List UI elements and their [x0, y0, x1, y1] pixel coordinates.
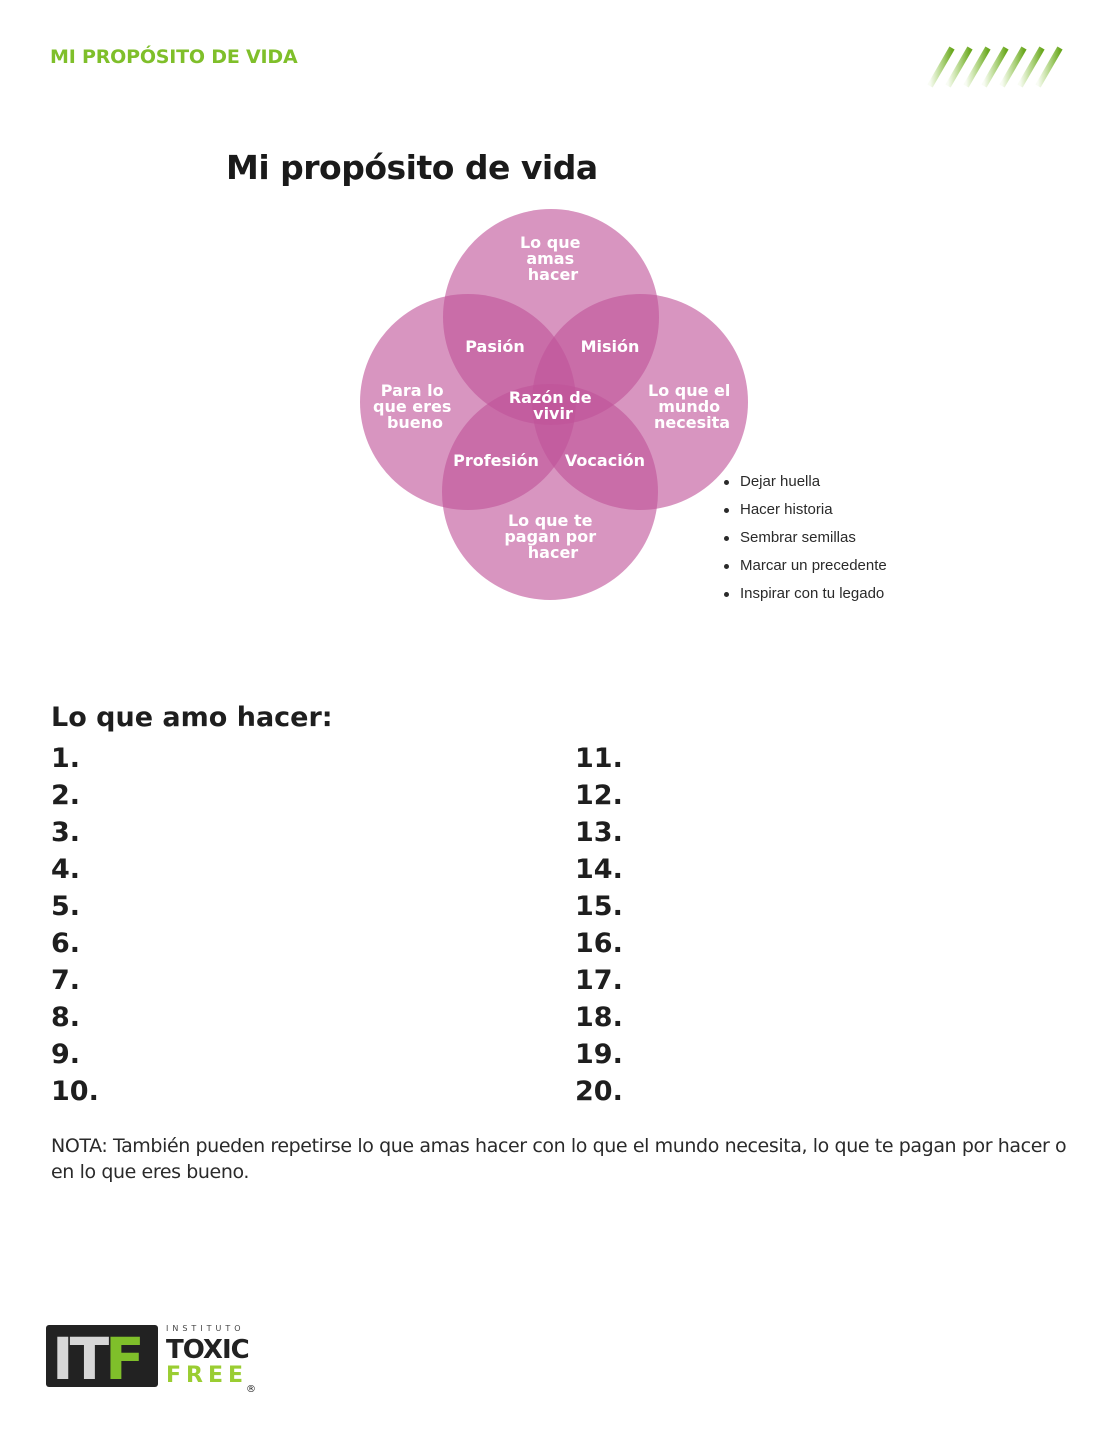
- overlap-label-vocacion: Vocación: [564, 451, 646, 470]
- itf-mark-box: [46, 1325, 158, 1393]
- list-number: 4.: [51, 854, 81, 885]
- center-label-razon-de-vivir: Razón de vivir: [508, 388, 592, 423]
- list-number: 10.: [51, 1076, 99, 1107]
- list-number: 15.: [575, 891, 623, 922]
- circle-label-right: Lo que el mundo necesita: [648, 381, 731, 432]
- itf-logo: [46, 1320, 266, 1400]
- note-text: NOTA: También pueden repetirse lo que amas hacer con lo que el mundo necesita, lo que te pagan por hacer o en lo que eres bueno.: [51, 1135, 1067, 1183]
- list-number: 8.: [51, 1002, 81, 1033]
- list-number: 6.: [51, 928, 81, 959]
- header-title: MI PROPÓSITO DE VIDA: [50, 46, 298, 68]
- overlap-label-pasion: Pasión: [465, 337, 525, 356]
- list-item: Dejar huella: [720, 468, 887, 496]
- list-number: 13.: [575, 817, 623, 848]
- bullet-icon: [724, 564, 729, 569]
- list-number: 14.: [575, 854, 623, 885]
- numbered-list-left: [51, 740, 99, 1110]
- overlap-label-profesion: Profesión: [453, 451, 539, 470]
- list-number: 20.: [575, 1076, 623, 1107]
- list-number: 5.: [51, 891, 81, 922]
- purpose-venn-figure: [200, 130, 920, 620]
- list-item: Marcar un precedente: [720, 552, 887, 580]
- list-item: Inspirar con tu legado: [720, 580, 887, 608]
- list-number: 18.: [575, 1002, 623, 1033]
- list-number: 9.: [51, 1039, 81, 1070]
- list-number: 19.: [575, 1039, 623, 1070]
- list-number: 2.: [51, 780, 81, 811]
- overlap-label-mision: Misión: [580, 337, 640, 356]
- list-item: Sembrar semillas: [720, 524, 887, 552]
- list-number: 1.: [51, 743, 81, 774]
- bullet-icon: [724, 592, 729, 597]
- decorative-stripes: [920, 46, 1065, 88]
- list-number: 11.: [575, 743, 623, 774]
- circle-label-bottom: Lo que te pagan por hacer: [504, 511, 597, 562]
- logo-toxic: TOXIC: [166, 1335, 249, 1365]
- logo-instituto: INSTITUTO: [166, 1324, 245, 1333]
- circle-label-left: Para lo que eres bueno: [373, 381, 452, 432]
- list-number: 17.: [575, 965, 623, 996]
- bullet-icon: [724, 480, 729, 485]
- numbered-list-right: [575, 740, 623, 1110]
- legacy-bullet-list: [720, 468, 887, 608]
- itf-mark-text: ITF: [52, 1325, 141, 1393]
- list-number: 7.: [51, 965, 81, 996]
- logo-free: FREE: [166, 1363, 249, 1388]
- list-number: 16.: [575, 928, 623, 959]
- bullet-icon: [724, 508, 729, 513]
- list-number: 3.: [51, 817, 81, 848]
- list-item: Hacer historia: [720, 496, 887, 524]
- circle-label-top: Lo que amas hacer: [519, 233, 581, 284]
- list-number: 12.: [575, 780, 623, 811]
- bullet-icon: [724, 536, 729, 541]
- figure-title: Mi propósito de vida: [226, 148, 598, 187]
- registered-icon: ®: [246, 1384, 256, 1395]
- section-heading: Lo que amo hacer:: [51, 702, 333, 733]
